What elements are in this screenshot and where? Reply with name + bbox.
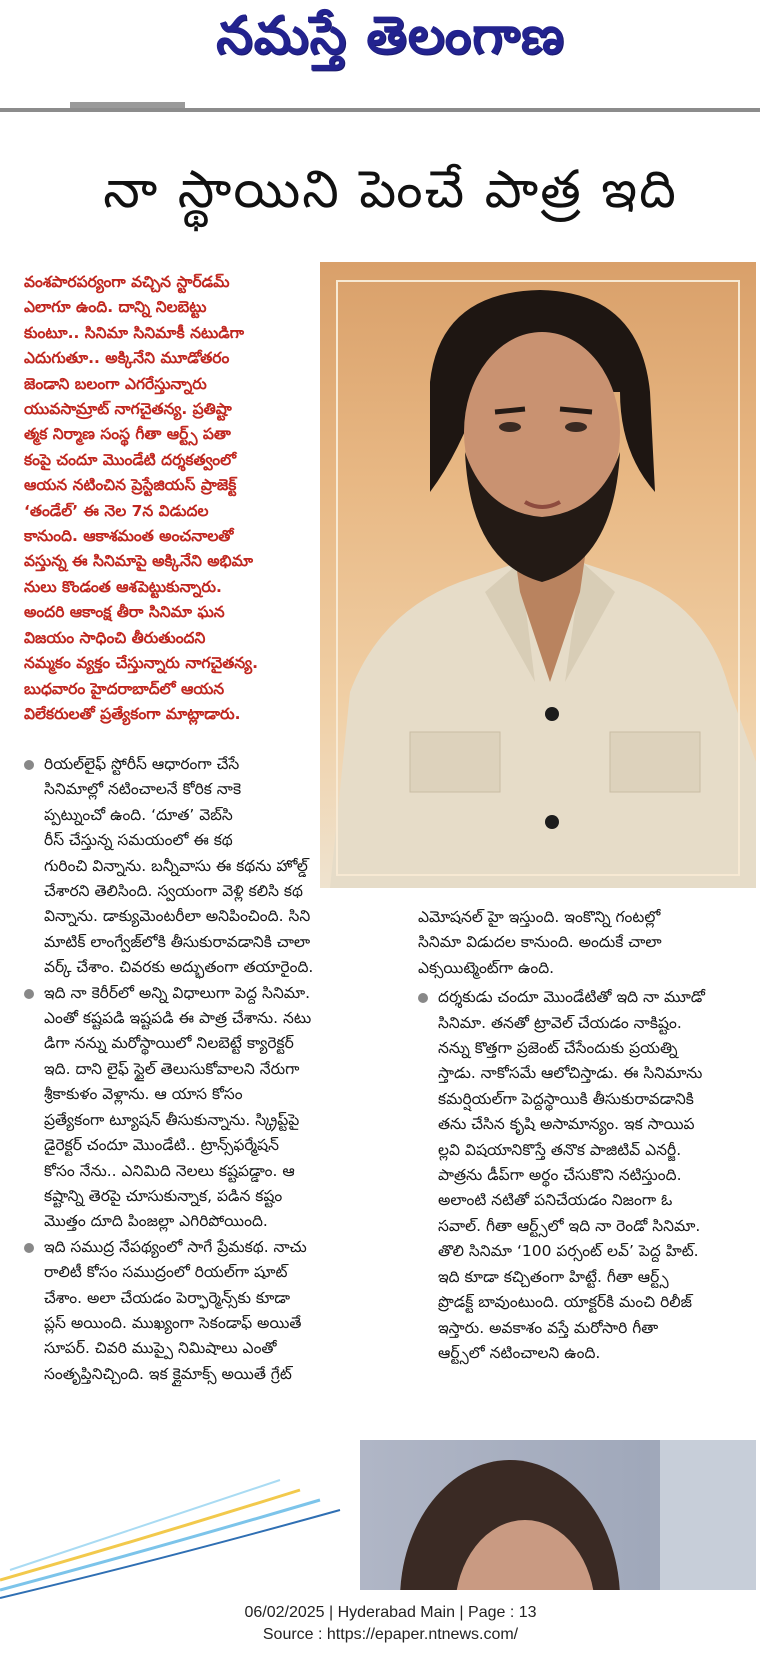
column-2-bullet-text — [438, 985, 758, 1366]
bullet-line: రీస్ చేస్తున్న సమయంలో ఈ కథ — [44, 831, 233, 850]
column-2-bullet-line: ఇది కూడా కచ్చితంగా హిట్టే. గీతా ఆర్ట్స్ — [438, 1267, 669, 1286]
footer-edition: 06/02/2025 | Hyderabad Main | Page : 13 — [244, 1604, 537, 1621]
bullet-line: సినిమాల్లో నటించాలనే కోరిక నాకె — [44, 780, 242, 799]
intro-line: బుధవారం హైదరాబాద్‌లో ఆయన — [24, 679, 225, 698]
intro-line: ఆయన నటించిన ప్రెస్టేజియస్ ప్రాజెక్ట్ — [24, 476, 237, 495]
column-2-bullet-line: తను చేసిన కృషి అసామాన్యం. ఇక సాయిప — [438, 1115, 695, 1134]
footer-source: Source : https://epaper.ntnews.com/ — [262, 1626, 519, 1643]
intro-line: కంపై చందూ మొండేటి దర్శకత్వంలో — [24, 450, 237, 469]
column-2-bullet-line: దర్శకుడు చందూ మొండేటితో ఇది నా మూడో — [438, 988, 705, 1007]
column-2-bullet-line: నన్ను కొత్తగా ప్రజెంట్ చేసేందుకు ప్రయత్ని — [438, 1039, 678, 1058]
bullet-line: చేశారని తెలిసింది. స్వయంగా వెళ్లి కలిసి కథ — [44, 882, 303, 901]
intro-line: వస్తున్న ఈ సినిమాపై అక్కినేని అభిమా — [24, 552, 253, 571]
column-2-bullet-line: ఆర్ట్స్‌లో నటించాలని ఉంది. — [438, 1343, 601, 1362]
secondary-photo — [360, 1440, 756, 1590]
column-2-bullet-line: స్తాడు. నాకోసమే ఆలోచిస్తాడు. ఈ సినిమాను — [438, 1064, 703, 1083]
masthead-title: నమస్తే తెలంగాణ — [216, 6, 565, 66]
bullet-line: వర్క్ చేశాం. చివరకు అద్భుతంగా తయారైంది. — [44, 958, 314, 977]
intro-line: కానుంది. ఆకాశమంత అంచనాలతో — [24, 527, 234, 546]
intro-line: యువసామ్రాట్ నాగచైతన్య. ప్రతిష్టా — [24, 400, 232, 419]
bullet-line: రాలిటీ కోసం సముద్రంలో రియల్‌గా షూట్ — [44, 1263, 288, 1282]
bullet-line: శ్రీకాకుళం వెళ్లాను. ఆ యాస కోసం — [44, 1085, 243, 1104]
bullet-line: డైరెక్టర్ చందూ మొండేటి.. ట్రాన్స్‌ఫర్మేషన్ — [44, 1136, 279, 1155]
bullet-line: విన్నాను. డాక్యుమెంటరీలా అనిపించింది. సిని — [44, 907, 311, 926]
intro-line: కుంటూ.. సినిమా సినిమాకీ నటుడిగా — [24, 323, 245, 342]
bullet-line: ఇది. దాని లైఫ్ స్టైల్ తెలుసుకోవాలని నేరుగా — [44, 1059, 300, 1078]
intro-line: నులు కొండంత ఆశపెట్టుకున్నారు. — [24, 577, 222, 596]
bullet-dot-icon — [418, 993, 428, 1003]
column-2-line: ఎక్సయిట్మెంట్‌గా ఉంది. — [418, 958, 555, 977]
bullet-line: ఇది నా కెరీర్‌లో అన్ని విధాలుగా పెద్ద సినిమా. — [44, 983, 311, 1002]
column-2-bullet-line: పాత్రను డీప్‌గా అర్థం చేసుకొని నటిస్తుంది. — [438, 1166, 682, 1185]
bullet-line: గురించి విన్నాను. బన్నీవాసు ఈ కథను హోల్డ్ — [44, 856, 308, 875]
column-2-bullet-line: తొలి సినిమా ‘100 పర్సంట్ లవ్’ పెద్ద హిట్. — [438, 1242, 699, 1261]
column-2-bullet-line: ప్రొడక్ట్ బావుంటుంది. యాక్టర్‌కి మంచి రిలీజ్ — [438, 1293, 692, 1312]
bullet-line: కష్టాన్ని తెరపై చూసుకున్నాక, పడిన కష్టం — [44, 1186, 283, 1205]
bullet-line: ప్రత్యేకంగా ట్యూషన్ తీసుకున్నాను. స్క్రిప్ట్‌పై — [44, 1110, 300, 1129]
bullet-dot-icon — [24, 760, 34, 770]
bullet-line: సంతృప్తినిచ్చింది. ఇక క్లైమాక్స్ అయితే గ్రేట్ — [44, 1364, 292, 1383]
bullet-line: మాటిక్ లాంగ్వేజ్‌లోకి తీసుకురావడానికి చాలా — [44, 932, 311, 951]
article-headline: నా స్థాయిని పెంచే పాత్ర ఇది — [103, 160, 678, 220]
intro-line: ఎదుగుతూ.. అక్కినేని మూడోతరం — [24, 349, 230, 368]
column-2-bullet-line: సినిమా. తనతో ట్రావెల్ చేయడం నాకిష్టం. — [438, 1013, 682, 1032]
masthead — [0, 0, 781, 118]
bullet-line: మొత్తం దూది పింజల్లా ఎగిరిపోయింది. — [44, 1212, 268, 1231]
intro-line: విలేకరులతో ప్రత్యేకంగా మాట్లాడారు. — [24, 704, 241, 723]
column-2-bullet-line: కమర్షియల్‌గా పెద్దస్థాయికి తీసుకురావడానికి — [438, 1089, 694, 1108]
bullet-line: రియల్‌లైఫ్ స్టోరీస్ ఆధారంగా చేసే — [44, 755, 240, 773]
intro-line: విజయం సాధించి తీరుతుందని — [24, 628, 206, 647]
bullet-line: డిగా నన్ను మరోస్థాయిలో నిలబెట్టే క్యారెక్టర్ — [44, 1034, 294, 1053]
column-2-lead — [418, 905, 758, 981]
bullet-item — [24, 752, 379, 981]
column-2-bullet-line: సవాల్. గీతా ఆర్ట్స్‌లో ఇది నా రెండో సినిమా. — [438, 1216, 701, 1235]
column-2-line: ఎమోషనల్ హై ఇస్తుంది. ఇంకొన్ని గంటల్లో — [418, 908, 661, 926]
bullet-line: చేశాం. అలా చేయడం పెర్ఫార్మెన్స్‌కు కూడా — [44, 1288, 291, 1307]
portrait-photo — [320, 262, 756, 888]
bullets-column-1 — [24, 752, 379, 1387]
column-2-bullet-line: అలాంటి నటితో పనిచేయడం నిజంగా ఓ — [438, 1191, 673, 1210]
bullet-item — [24, 1235, 379, 1387]
intro-line: జెండాని బలంగా ఎగరేస్తున్నారు — [24, 374, 207, 393]
bullet-dot-icon — [24, 989, 34, 999]
bullet-item — [24, 981, 379, 1235]
intro-line: ‘తండేల్’ ఈ నెల 7న విడుదల — [24, 501, 209, 520]
bullet-line: ప్పట్నుంచో ఉంది. ‘దూత’ వెబ్‌సి — [44, 805, 233, 824]
secondary-portrait — [360, 1440, 756, 1590]
column-2-line: సినిమా విడుదల కానుంది. అందుకే చాలా — [418, 933, 662, 952]
intro-line: త్మక నిర్మాణ సంస్థ గీతా ఆర్ట్స్ పతా — [24, 425, 231, 444]
bullet-line: ఇది సముద్ర నేపథ్యంలో సాగే ప్రేమకథ. నాచు — [44, 1237, 307, 1256]
bullet-line: సూపర్. చివరి ముప్పై నిమిషాలు ఎంతో — [44, 1339, 277, 1358]
column-2 — [418, 905, 758, 1366]
column-2-bullet-line: ల్లవి విషయానికొస్తే తనొక పాజిటివ్ ఎనర్జీ. — [438, 1140, 682, 1159]
intro-line: నమ్మకం వ్యక్తం చేస్తున్నారు నాగచైతన్య. — [24, 654, 258, 673]
bullet-line: కోసం నేను.. ఎనిమిది నెలలు కష్టపడ్డాం. ఆ — [44, 1161, 295, 1180]
masthead-rule — [0, 108, 760, 112]
column-2-bullet — [418, 985, 758, 1366]
photo-frame — [336, 280, 740, 876]
decorative-swoosh — [0, 1470, 360, 1600]
article-intro — [24, 270, 314, 727]
bullet-line: ప్లస్ అయింది. ముఖ్యంగా సెకండాఫ్ అయితే — [44, 1313, 302, 1332]
intro-line: ఎలాగూ ఉంది. దాన్ని నిలబెట్టు — [24, 298, 207, 317]
intro-line: వంశపారపర్యంగా వచ్చిన స్టార్‌డమ్ — [24, 273, 230, 291]
page-footer — [0, 1602, 781, 1646]
bullet-dot-icon — [24, 1243, 34, 1253]
column-2-bullet-line: ఇస్తారు. అవకాశం వస్తే మరోసారి గీతా — [438, 1318, 659, 1337]
bullet-line: ఎంతో కష్టపడి ఇష్టపడి ఈ పాత్ర చేశాను. నటు — [44, 1009, 312, 1028]
intro-line: అందరి ఆకాంక్ష తీరా సినిమా ఘన — [24, 603, 225, 622]
